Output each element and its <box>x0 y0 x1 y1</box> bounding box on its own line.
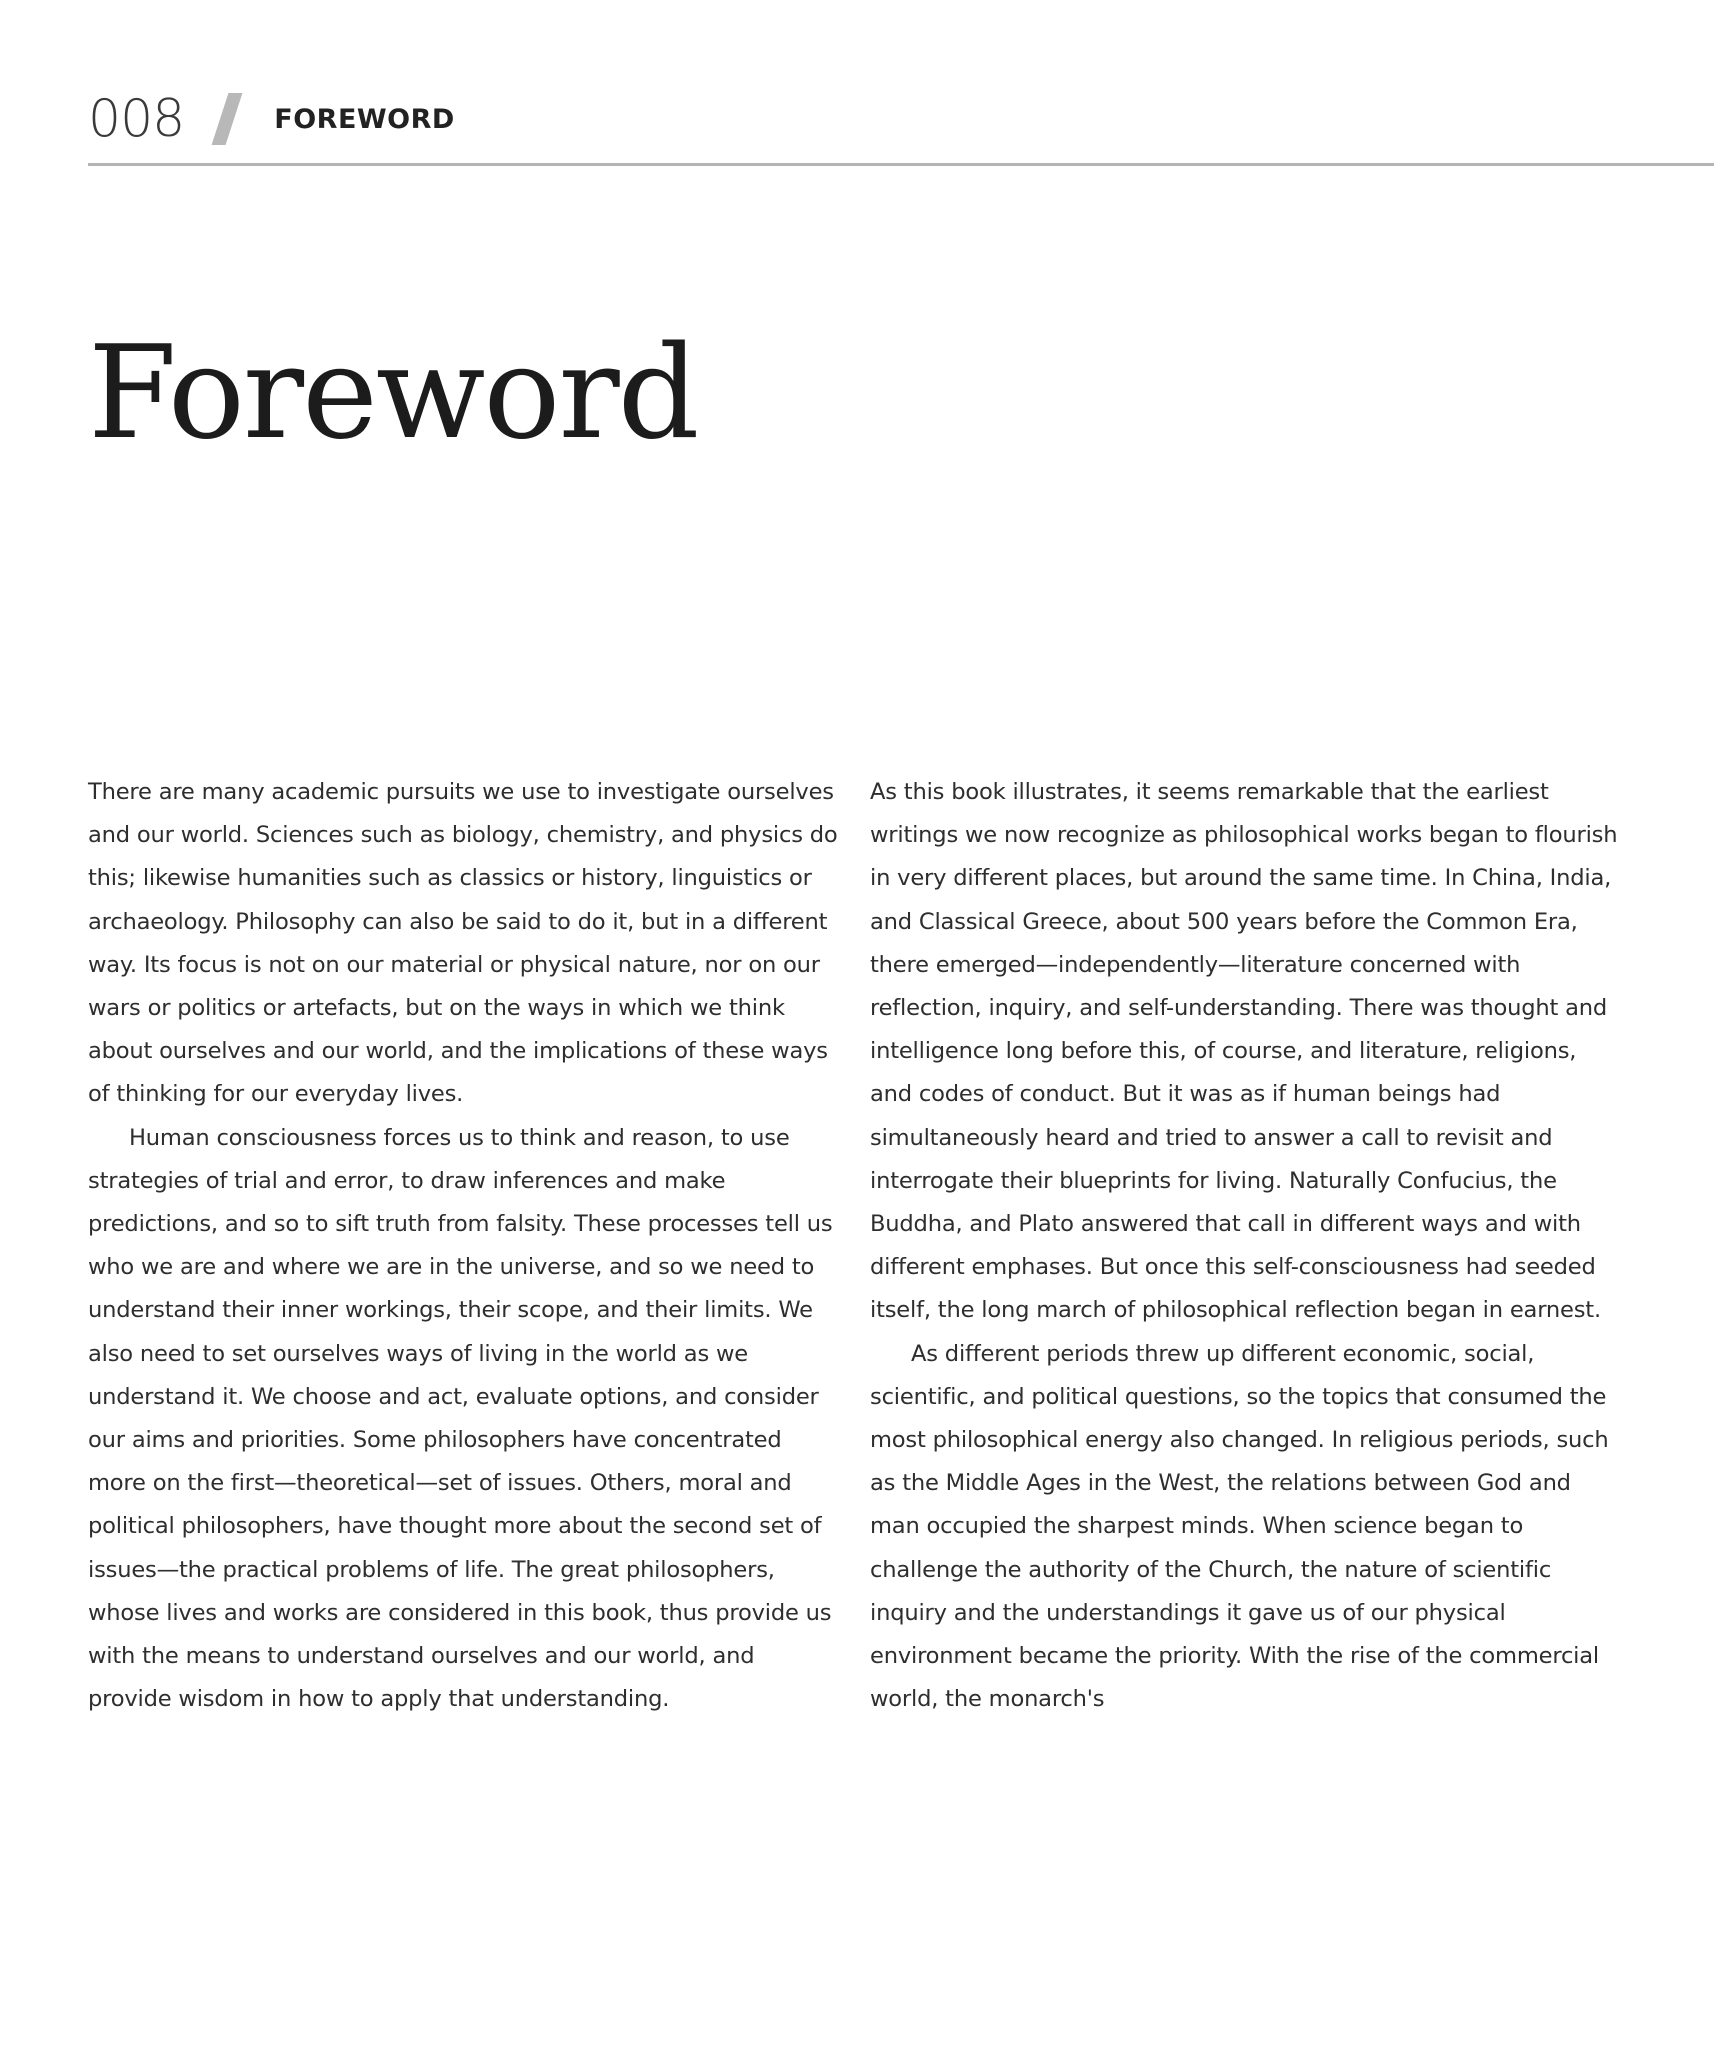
header-rule <box>88 163 1714 166</box>
paragraph: As different periods threw up different economic, social, scientific, and political questions, so the topics that consumed the most philosophical energy also changed. In religious periods, such as the Middle Ages in the West, the relations between God and man occupied the sharpest minds. When science began to challenge the authority of the Church, the nature of scientific inquiry and the understandings it gave us of our physical environment became the priority. With the rise of the commercial world, the monarch's <box>870 1340 1609 1713</box>
text-column-left <box>88 771 840 1721</box>
page-number: 008 <box>88 89 185 149</box>
section-label: FOREWORD <box>274 103 455 135</box>
paragraph: There are many academic pursuits we use to investigate ourselves and our world. Sciences such as biology, chemistry, and physics do this; likewise humanities such as classics or history, linguistics or archaeology. Philosophy can also be said to do it, but in a different way. Its focus is not on our material or physical nature, nor on our wars or politics or artefacts, but on the ways in which we think about ourselves and our world, and the implications of these ways of thinking for our everyday lives. <box>88 779 838 1108</box>
paragraph: Human consciousness forces us to think and reason, to use strategies of trial and error, to draw inferences and make predictions, and so to sift truth from falsity. These processes tell us who we are and where we are in the universe, and so we need to understand their inner workings, their scope, and their limits. We also need to set ourselves ways of living in the world as we understand it. We choose and act, evaluate options, and consider our aims and priorities. Some philosophers have concentrated more on the first—theoretical—set of issues. Others, moral and political philosophers, have thought more about the second set of issues—the practical problems of life. The great philosophers, whose lives and works are considered in this book, thus provide us with the means to understand ourselves and our world, and provide wisdom in how to apply that understanding. <box>88 1124 833 1713</box>
paragraph: As this book illustrates, it seems remarkable that the earliest writings we now recognize as philosophical works began to flourish in very different places, but around the same time. In China, India, and Classical Greece, about 500 years before the Common Era, there emerged—independently—literature concerned with reflection, inquiry, and self-understanding. There was thought and intelligence long before this, of course, and literature, religions, and codes of conduct. But it was as if human beings had simultaneously heard and tried to answer a call to revisit and interrogate their blueprints for living. Naturally Confucius, the Buddha, and Plato answered that call in different ways and with different emphases. But once this self-consciousness had seeded itself, the long march of philosophical reflection began in earnest. <box>870 779 1618 1324</box>
slash-divider <box>212 93 243 145</box>
text-column-right <box>870 771 1622 1721</box>
page-title: Foreword <box>88 319 698 468</box>
running-head <box>88 86 455 152</box>
